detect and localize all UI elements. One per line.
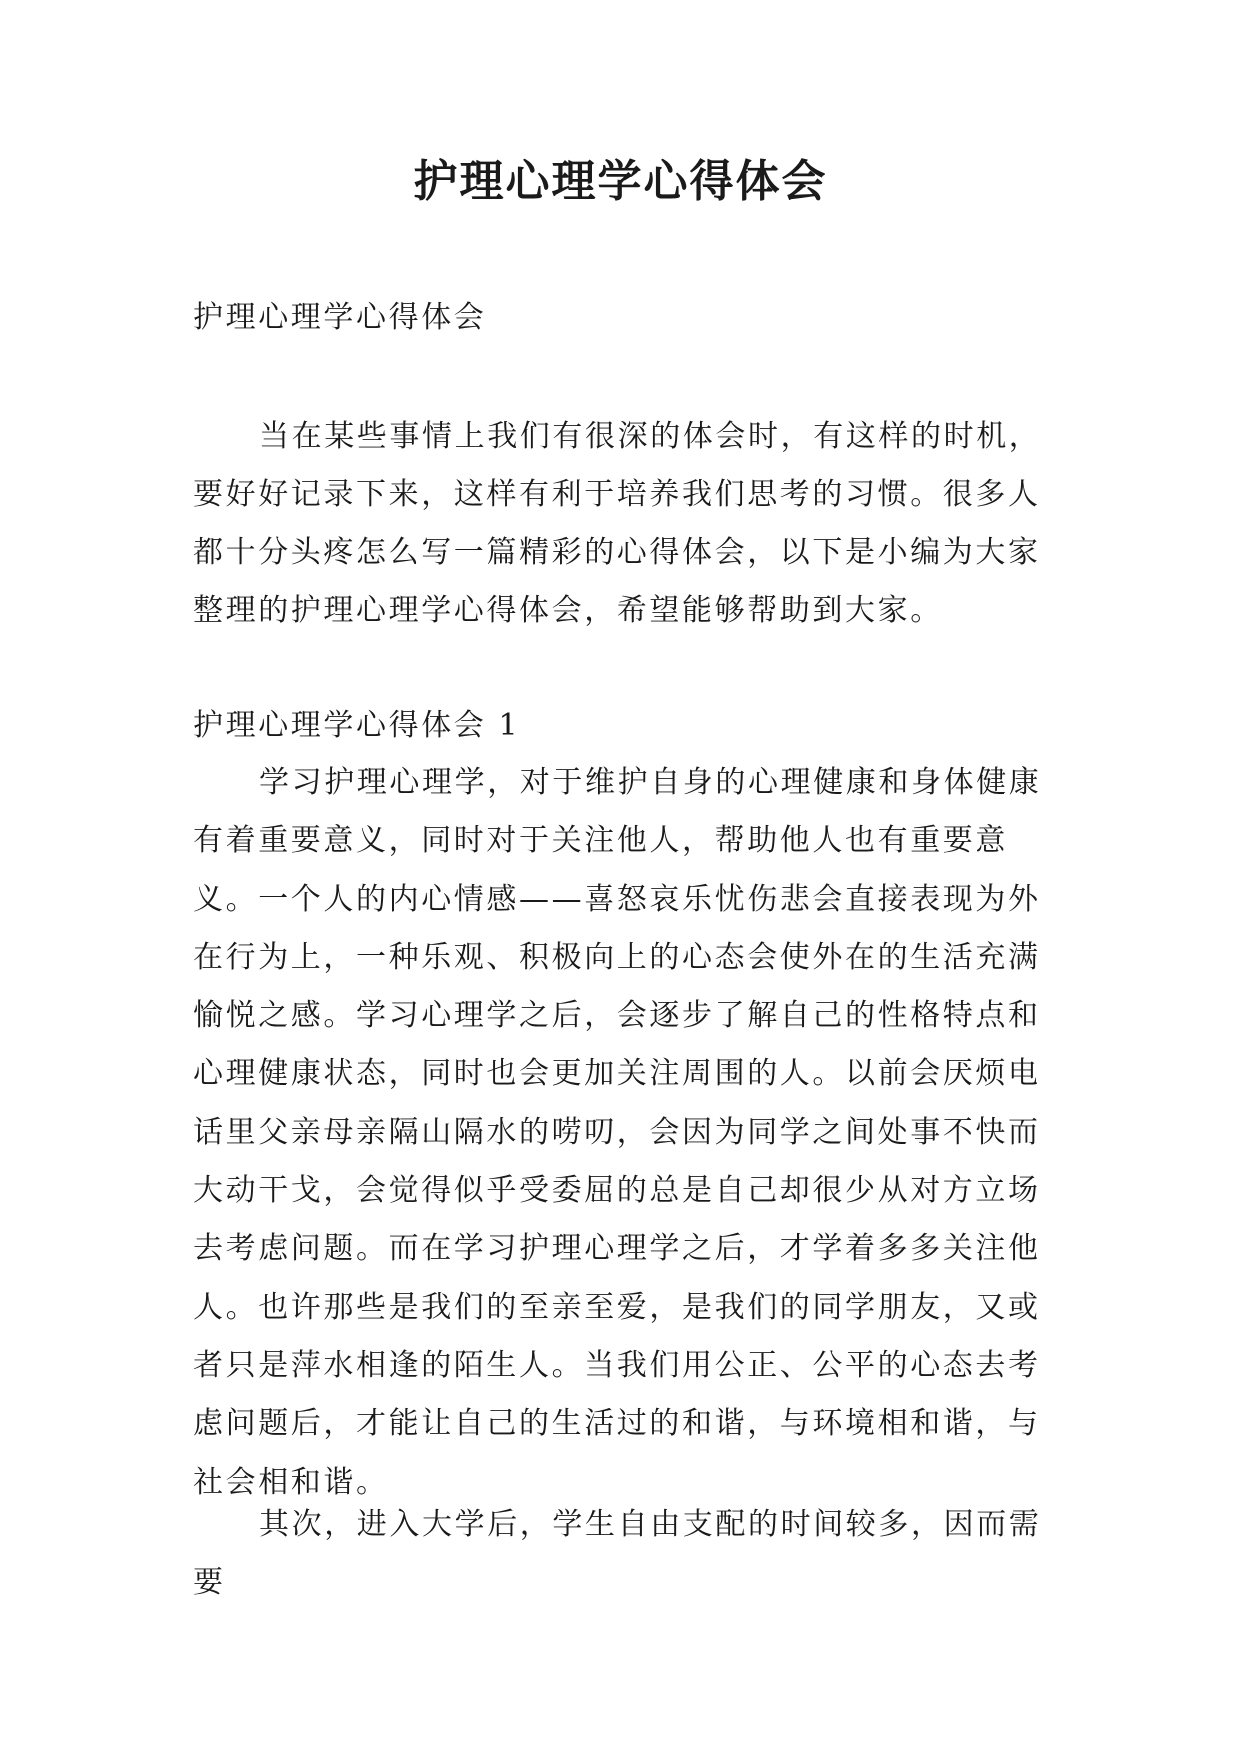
document-subtitle: 护理心理学心得体会	[193, 300, 487, 335]
body-paragraph-1: 学习护理心理学，对于维护自身的心理健康和身体健康有着重要意义，同时对于关注他人，帮助他人也有重要意义。一个人的内心情感——喜怒哀乐忧伤悲会直接表现为外在行为上，一种乐观、积极向上的心态会使外在的生活充满愉悦之感。学习心理学之后，会逐步了解自己的性格特点和心理健康状态，同时也会更加关注周围的人。以前会厌烦电话里父亲母亲隔山隔水的唠叨，会因为同学之间处事不快而大动干戈，会觉得似乎受委屈的总是自己却很少从对方立场去考虑问题。而在学习护理心理学之后，才学着多多关注他人。也许那些是我们的至亲至爱，是我们的同学朋友，又或者只是萍水相逢的陌生人。当我们用公正、公平的心态去考虑问题后，才能让自己的生活过的和谐，与环境相和谐，与社会相和谐。	[193, 765, 1042, 1500]
section-heading: 护理心理学心得体会 1	[193, 708, 521, 743]
intro-paragraph: 当在某些事情上我们有很深的体会时，有这样的时机，要好好记录下来，这样有利于培养我们思考的习惯。很多人都十分头疼怎么写一篇精彩的心得体会，以下是小编为大家整理的护理心理学心得体会，希望能够帮助到大家。	[193, 419, 1042, 628]
body-paragraph-2: 其次，进入大学后，学生自由支配的时间较多，因而需要	[193, 1507, 1042, 1600]
document-title: 护理心理学心得体会	[413, 156, 828, 207]
